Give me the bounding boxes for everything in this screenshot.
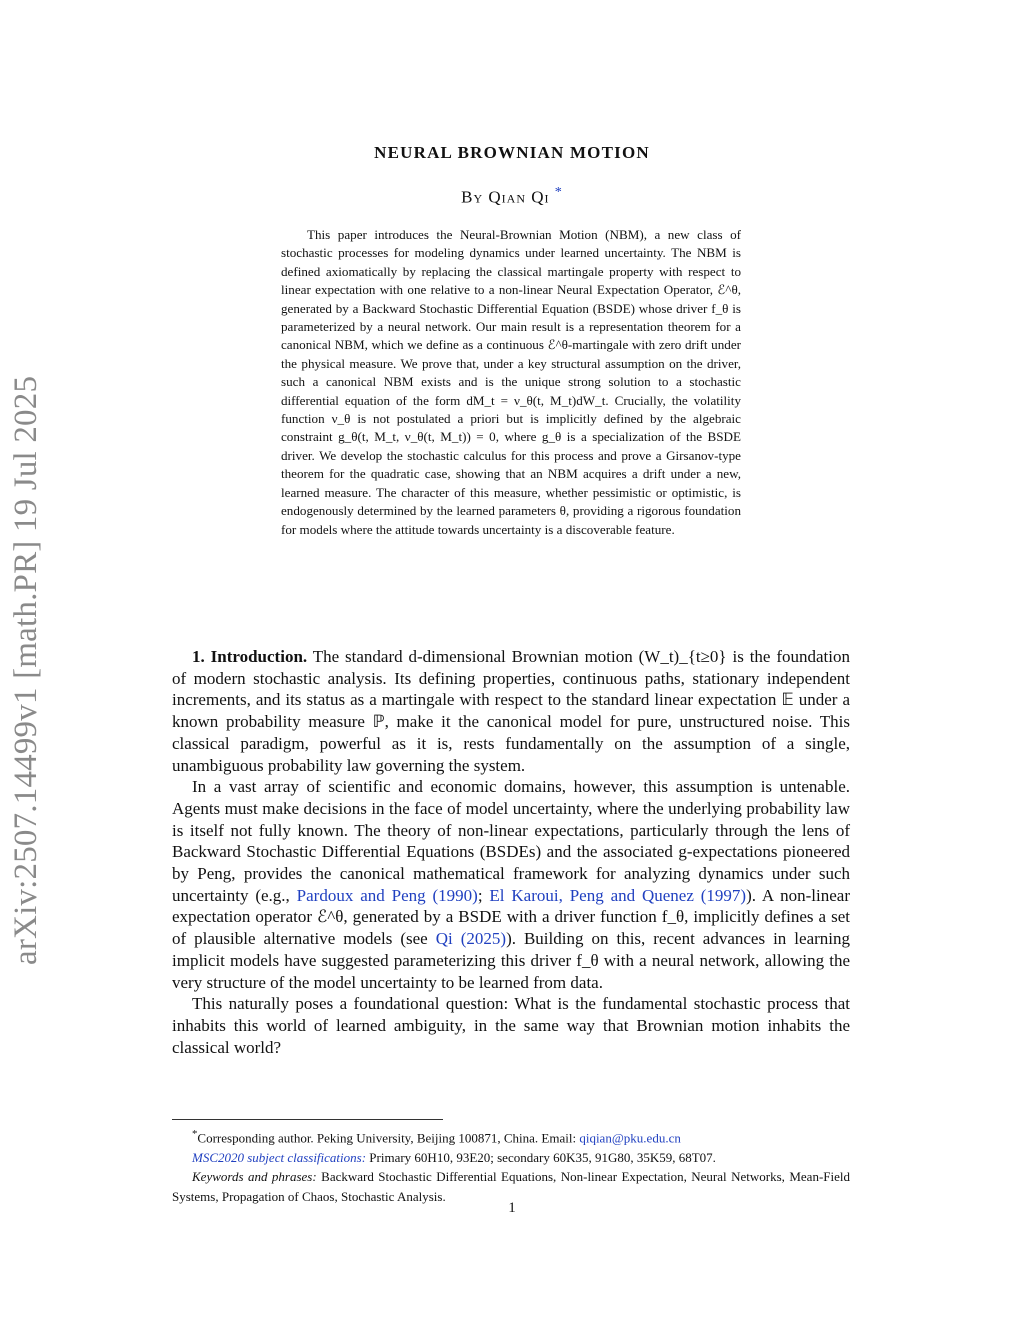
author-prefix: By	[461, 187, 484, 207]
keywords-label: Keywords and phrases:	[192, 1169, 317, 1185]
intro-p2-text-b: ). A non-linear expectation operator ℰ^θ, generated by a BSDE with a driver function f_θ, implicitly defines a set of plausible alternative models (see	[172, 885, 850, 949]
citation-el-karoui[interactable]: El Karoui, Peng and Quenez	[489, 885, 694, 905]
footnotes	[172, 1125, 850, 1206]
abstract-text: This paper introduces the Neural-Brownian Motion (NBM), a new class of stochastic processes for modeling dynamics under learned uncertainty. The NBM is defined axiomatically by replacing the classical martingale property with respect to linear expectation with one relative to a non-linear Neural Expectation Operator, ℰ^θ, generated by a Backward Stochastic Differential Equation (BSDE) whose driver f_θ is parameterized by a neural network. Our main result is a representation theorem for a canonical NBM, which we define as a continuous ℰ^θ-martingale with zero drift under the physical measure. We prove that, under a key structural assumption on the driver, such a canonical NBM exists and is the unique strong solution to a stochastic differential equation of the form dM_t = ν_θ(t, M_t)dW_t. Crucially, the volatility function ν_θ is not postulated a priori but is implicitly defined by the algebraic constraint g_θ(t, M_t, ν_θ(t, M_t)) = 0, where g_θ is a specialization of the BSDE driver. We develop the stochastic calculus for this process and prove a Girsanov-type theorem for the quadratic case, showing that an NBM acquires a drift under a new, learned measure. The character of this measure, whether pessimistic or optimistic, is endogenously determined by the learned parameters θ, providing a rigorous foundation for models where the attitude towards uncertainty is a discoverable feature.	[281, 227, 741, 537]
footnote-divider	[172, 1119, 443, 1120]
abstract	[281, 226, 741, 539]
citation-pardoux-peng[interactable]: Pardoux and Peng	[296, 885, 426, 905]
intro-p2-text-a: In a vast array of scientific and economic domains, however, this assumption is untenable. Agents must make decisions in the face of model uncertainty, where the underlying probability law is itself not fully known. The theory of non-linear expectations, particularly through the lens of Backward Stochastic Differential Equations (BSDEs) and the associated g-expectations pioneered by Peng, provides the canonical mathematical framework for analyzing dynamics under such uncertainty (e.g.,	[172, 777, 850, 905]
citation-qi[interactable]: Qi	[435, 929, 453, 949]
citation-pardoux-peng-year[interactable]: (1990)	[432, 885, 478, 905]
msc-text: Primary 60H10, 93E20; secondary 60K35, 91G80, 35K59, 68T07.	[369, 1149, 716, 1165]
paper-title: NEURAL BROWNIAN MOTION	[374, 143, 650, 162]
author-footnote-link[interactable]: *	[554, 184, 563, 200]
citation-el-karoui-year[interactable]: (1997)	[700, 885, 747, 905]
author-name: Qian Qi	[488, 187, 550, 207]
email-link[interactable]: qiqian@pku.edu.cn	[579, 1130, 681, 1146]
intro-p1-text: The standard d-dimensional Brownian motion (W_t)_{t≥0} is the foundation of modern stochastic analysis. Its defining properties, continuous paths, stationary independent increments, and its status as a martingale with respect to the standard linear expectation 𝔼 under a known probability measure ℙ, make it the canonical model for pure, unstructured noise. This classical paradigm, powerful as it is, rests fundamentally on the assumption of a single, unambiguous probability law governing the system.	[172, 647, 850, 775]
author-line	[0, 184, 1024, 208]
footnote-corresponding-author: *Corresponding author. Peking University, Beijing 100871, China. Email: qiqian@pku.edu.cn	[192, 1128, 681, 1146]
corresponding-text: Corresponding author. Peking University, Beijing 100871, China. Email:	[197, 1130, 577, 1146]
footnote-msc	[172, 1148, 850, 1167]
intro-paragraph-1	[172, 646, 850, 776]
msc-label-link[interactable]: MSC2020 subject classifications:	[192, 1149, 367, 1165]
intro-paragraph-2: In a vast array of scientific and economic domains, however, this assumption is untenable. Agents must make decisions in the face of model uncertainty, where the underlying probability law is itself not fully known. The theory of non-linear expectations, particularly through the lens of Backward Stochastic Differential Equations (BSDEs) and the associated g-expectations pioneered by Peng, provides the canonical mathematical framework for analyzing dynamics under such uncertainty (e.g., Pardoux and Peng (1990); El Karoui, Peng and Quenez (1997)). A non-linear expectation operator ℰ^θ, generated by a BSDE with a driver function f_θ, implicitly defines a set of plausible alternative models (see Qi (2025)). Building on this, recent advances in learning implicit models have suggested parameterizing this driver f_θ with a neural network, allowing the very structure of the model uncertainty to be learned from data.	[172, 777, 850, 992]
keywords-text: Backward Stochastic Differential Equations, Non-linear Expectation, Neural Networks, Mean-Field Systems, Propagation of Chaos, Stochastic Analysis.	[172, 1169, 850, 1204]
section-heading: 1. Introduction.	[192, 647, 308, 666]
intro-paragraph-3: This naturally poses a foundational question: What is the fundamental stochastic process that inhabits this world of learned ambiguity, in the same way that Brownian motion inhabits the classical world?	[172, 994, 850, 1057]
citation-qi-year[interactable]: (2025)	[460, 929, 507, 949]
intro-p2-text-c: ). Building on this, recent advances in learning implicit models have suggested parameterizing this driver f_θ with a neural network, allowing the very structure of the model uncertainty to be learned from data.	[172, 929, 850, 992]
arxiv-identifier-stamp: arXiv:2507.14499v1 [math.PR] 19 Jul 2025	[8, 375, 44, 965]
page-number: 1	[508, 1200, 516, 1216]
introduction-section	[172, 646, 850, 1058]
